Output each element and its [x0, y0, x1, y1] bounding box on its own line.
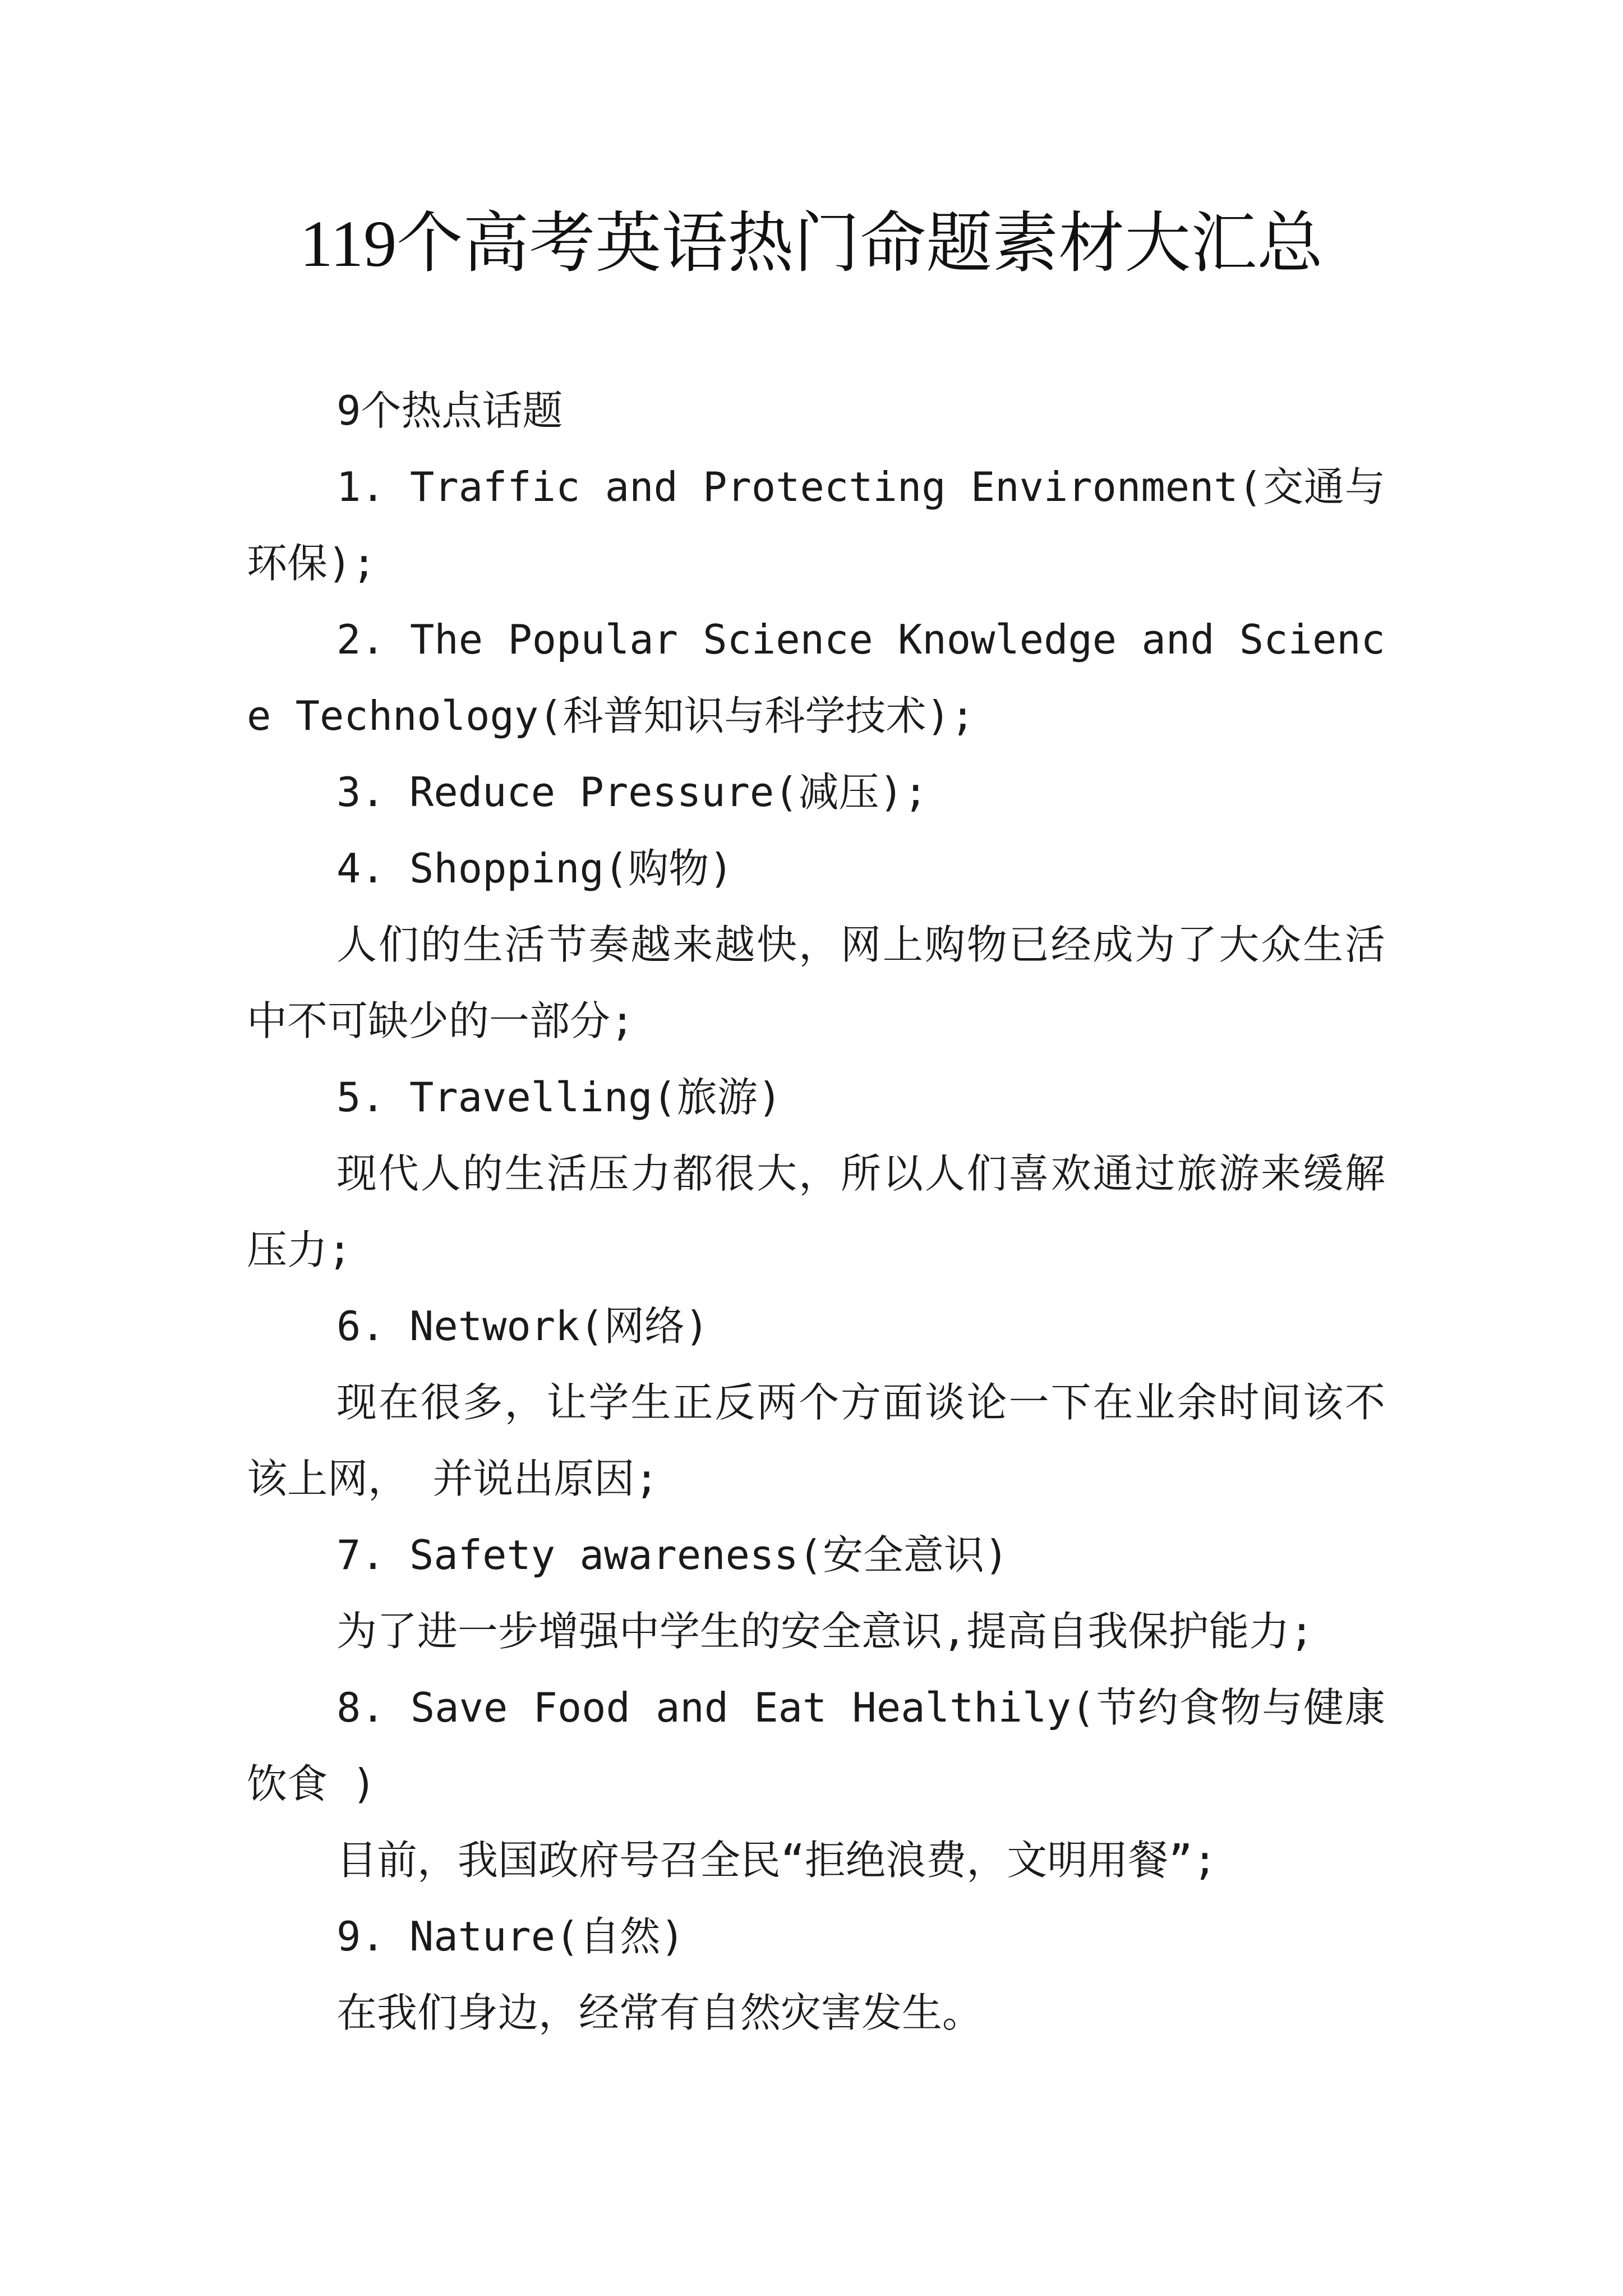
topic-item-9: 9. Nature(自然): [336, 1913, 685, 1960]
topic-item-4: 4. Shopping(购物): [336, 845, 734, 892]
topic-item-2: 2. The Popular Science Knowledge and Science Technology(科普知识与科学技术);: [247, 616, 1385, 739]
topic-description-6: 现在很多，让学生正反两个方面谈论一下在业余时间该不该上网， 并说出原因;: [247, 1379, 1385, 1502]
topic-description-5: 现代人的生活压力都很大，所以人们喜欢通过旅游来缓解压力;: [247, 1150, 1385, 1273]
topic-item-5: 5. Travelling(旅游): [336, 1074, 782, 1121]
topic-description-8: 目前，我国政府号召全民“拒绝浪费，文明用餐”;: [336, 1837, 1218, 1884]
document-title: 119个高考英语热门命题素材大汇总: [299, 207, 1324, 280]
topic-description-4: 人们的生活节奏越来越快，网上购物已经成为了大众生活中不可缺少的一部分;: [247, 921, 1385, 1045]
section-heading: 9个热点话题: [336, 387, 563, 434]
topic-description-9: 在我们身边，经常有自然灾害发生。: [336, 1989, 983, 2036]
document-body: [247, 372, 1385, 2051]
topic-description-7: 为了进一步增强中学生的安全意识,提高自我保护能力;: [336, 1608, 1314, 1655]
topic-item-8: 8. Save Food and Eat Healthily(节约食物与健康饮食 ): [247, 1684, 1385, 1807]
topic-item-3: 3. Reduce Pressure(减压);: [336, 769, 928, 816]
topic-item-6: 6. Network(网络): [336, 1303, 709, 1350]
topic-item-7: 7. Safety awareness(安全意识): [336, 1531, 1009, 1579]
topic-item-1: 1. Traffic and Protecting Environment(交通与环保);: [247, 463, 1385, 587]
